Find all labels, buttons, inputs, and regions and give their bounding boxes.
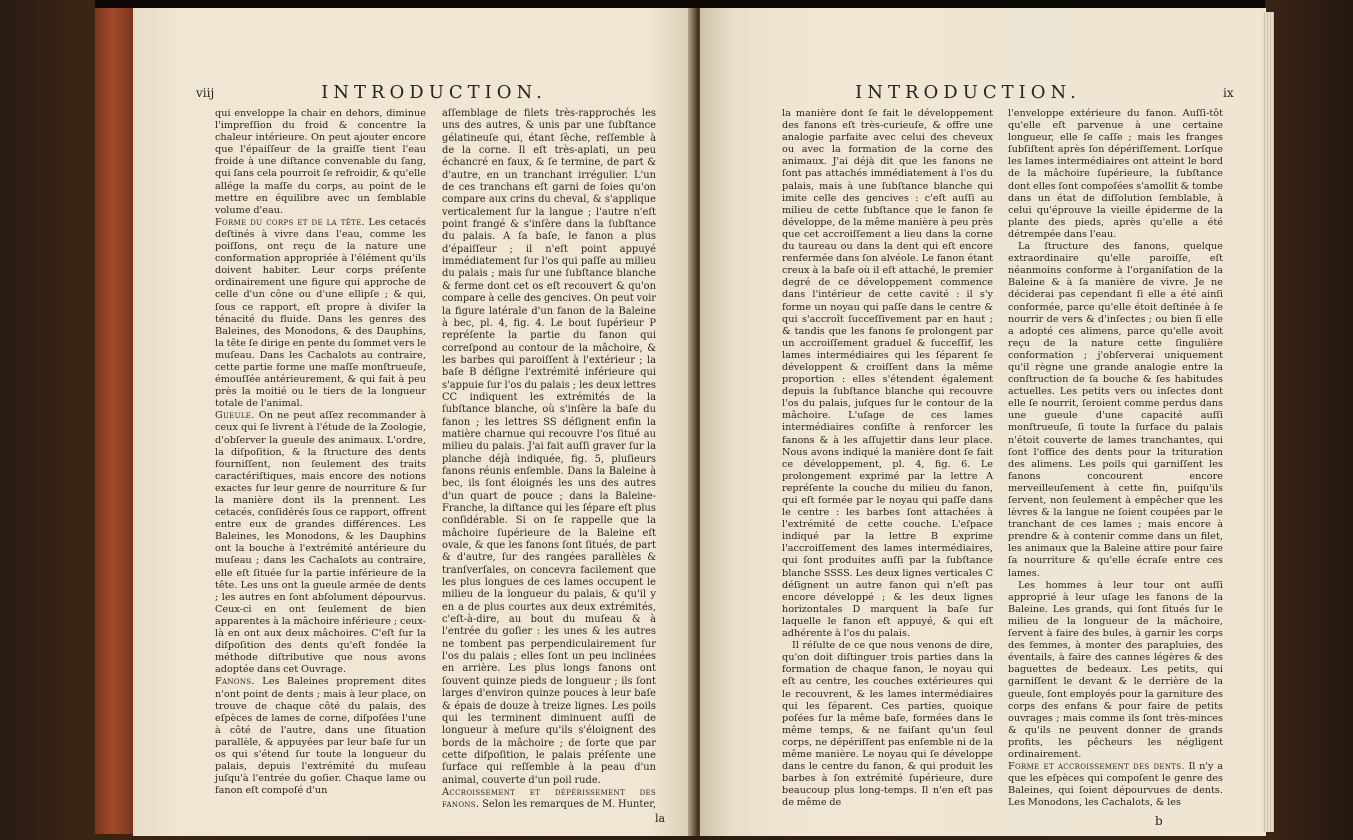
paragraph: Les hommes à leur tour ont auſſi approprié à leur uſage les fanons de la Baleine. Les grands, qui ſont ſitués ſur le milieu de la longueur de la mâchoire, ſervent à faire des bules, à garnir les corps des femmes, à monter des parapluies, des éventails, à faire des cannes légères & des baguettes de bedeaux. Les petits, qui garniſſent le devant & le derrière de la gueule, ſont employés pour la garniture des corps des enfans & pour faire de petits ouvrages ; mais comme ils ſont très-minces & qu'ils ne peuvent donner de grands profits, les pêcheurs les négligent ordinairement. — [1008, 579, 1223, 760]
left-column-1 — [215, 108, 426, 797]
signature-mark: b — [1155, 814, 1163, 828]
paragraph-text: Les Baleines proprement dites n'ont point de dents ; mais à leur place, on trouve de chaque côté du palais, des eſpèces de lames de corne, diſpoſées l'une à côté de l'autre, dans une ſituation parallèle, & appuyées par leur baſe ſur un os qui s'étend ſur toute la longueur du palais, depuis l'extrémité du muſeau juſqu'à l'entrée du goſier. Chaque lame ou fanon eſt compoſé d'un — [215, 676, 426, 797]
left-column-2 — [442, 108, 656, 812]
paragraph: la manière dont ſe fait le développement des fanons eſt très-curieuſe, & offre une analogie parfaite avec celui des cheveux ou avec la formation de la corne des animaux. J'ai déjà dit que les fanons ne ſont pas attachés immédiatement à l'os du palais, mais à une ſubſtance blanche qui imite celle des gencives : c'eſt auſſi au milieu de cette ſubſtance que le fanon ſe développe, de la même manière à peu près que cet accroiſſement a lieu dans la corne du taureau ou dans la dent qui eſt encore renfermée dans ſon alvéole. Le fanon étant creux à la baſe où il eſt attaché, le premier degré de ce développement commence dans l'intérieur de cette cavité : il s'y forme un noyau qui paſſe dans le centre & qui s'accroît ſucceſſivement par en haut ; & tandis que les fanons ſe prolongent par un accroiſſement graduel & ſucceſſif, les lames intermédiaires qui les ſéparent ſe développent & croiſſent dans la même proportion : elles s'étendent également depuis la ſubſtance blanche qui recouvre l'os du palais, juſques ſur le contour de la mâchoire. L'uſage de ces lames intermédiaires conſiſte à renforcer les fanons & à les aſſujettir dans leur place. Nous avons indiqué la manière dont ſe fait ce développement, pl. 4, fig. 6. Le prolongement exprimé par la lettre A repréſente la couche du milieu du fanon, qui eſt formée par le noyau qui paſſe dans le centre : les barbes ſont attachées à l'extrémité de cette couche. L'eſpace indiqué par la lettre B exprime l'accroiſſement des lames intermédiaires, qui ſont produites auſſi par la ſubſtance blanche SSSS. Les deux lignes verticales C déſignent un autre fanon qui n'eſt pas encore développé ; & les deux lignes horizontales D marquent la baſe ſur laquelle le fanon eſt appuyé, & qui eſt adhérente à l'os du palais. — [782, 108, 993, 640]
running-head: INTRODUCTION. — [855, 82, 1081, 103]
running-head: INTRODUCTION. — [321, 82, 547, 103]
section-heading: Forme et accroissement des dents. — [1008, 761, 1185, 773]
paragraph-text: On ne peut aſſez recommander à ceux qui ſe livrent à l'étude de la Zoologie, d'obſerver la gueule des animaux. L'ordre, la diſpoſition, & la ſtructure des dents fourniſſent, non ſeulement des traits caractériſtiques, mais encore des notions exactes ſur leur genre de nourriture & ſur la manière dont ils la prennent. Les cetacés, conſidérés ſous ce rapport, offrent entre eux de grandes différences. Les Baleines, les Monodons, & les Dauphins ont la bouche à l'extrémité antérieure du muſeau ; dans les Cachalots au contraire, elle eſt ſituée ſur la partie inférieure de la tête. Les uns ont la gueule armée de dents ; les autres en ſont abſolument dépourvus. Ceux-ci en ont ſeulement de bien apparentes à la mâchoire inférieure ; ceux-là en ont aux deux mâchoires. C'eſt ſur la diſpoſition des dents qu'eſt fondée la méthode diſtributive que nous avons adoptée dans cet Ouvrage. — [215, 410, 426, 676]
paragraph: l'enveloppe extérieure du fanon. Auſſi-tôt qu'elle eſt parvenue à une certaine longueur, elle ſe caſſe ; mais les franges ſubſiſtent après ſon dépériſſement. Lorſque les lames intermédiaires ont atteint le bord de la mâchoire ſupérieure, la ſubſtance dont elles ſont compoſées s'amollit & tombe dans un état de diſſolution ſemblable, à celui qu'éprouve la vieille épiderme de la plante des pieds, après qu'elle a été détrempée dans l'eau. — [1008, 108, 1223, 240]
paragraph-text: Il n'y a que les eſpèces qui compoſent le genre des Baleines, qui ſoient dépourvues de dents. Les Monodons, les Cachalots, & les — [1008, 761, 1223, 809]
paragraph — [442, 787, 656, 812]
section-heading: Fanons. — [215, 676, 255, 688]
paragraph: La ſtructure des fanons, quelque extraordinaire qu'elle paroiſſe, eſt néanmoins conforme à l'organiſation de la Baleine & à ſa manière de vivre. Je ne déciderai pas cependant ſi elle a été ainſi conformée, parce qu'elle étoit deſtinée à ſe nourrir de vers & d'inſectes ; ou bien ſi elle a adopté ces alimens, parce qu'elle avoit reçu de la nature cette ſingulière conformation ; j'obſerverai uniquement qu'il règne une grande analogie entre la conſtruction de ſa bouche & ſes habitudes actuelles. Les petits vers ou inſectes dont elle ſe nourrit, ſeroient comme perdus dans une gueule d'une capacité auſſi monſtrueuſe, ſi toute la ſurface du palais n'étoit couverte de lames tranchantes, qui ſont l'office des dents pour la trituration des alimens. Les poils qui garniſſent les fanons concourent encore merveilleuſement à cette fin, puiſqu'ils ſervent, non ſeulement à empêcher que les lèvres & la langue ne ſoient coupées par le tranchant de ces lames ; mais encore à prendre & à contenir comme dans un filet, les animaux que la Baleine attire pour faire ſa nourriture & qu'elle écraſe entre ces lames. — [1008, 241, 1223, 579]
paragraph — [215, 676, 426, 797]
paragraph — [1008, 761, 1223, 809]
section-heading: Forme du corps et de la tête. — [215, 216, 365, 228]
paragraph — [215, 410, 426, 676]
right-column-2 — [1008, 108, 1223, 809]
paragraph-text: Selon les remarques de M. Hunter, — [479, 799, 656, 811]
right-page — [700, 8, 1266, 836]
left-page — [133, 8, 695, 836]
paragraph: aſſemblage de filets très-rapprochés les uns des autres, & unis par une ſubſtance gélatineuſe qui, étant ſèche, reſſemble à de la corne. Il eſt très-aplati, un peu échancré en faux, & ſe termine, de part & d'autre, en un tranchant irrégulier. L'un de ces tranchans eſt garni de ſoies qu'on compare aux crins du cheval, & s'applique verticalement ſur la langue ; l'autre n'eſt point frangé & s'inſère dans la ſubſtance du palais. A ſa baſe, le fanon a plus d'épaiſſeur ; il n'eſt point appuyé immédiatement ſur l'os qui paſſe au milieu du palais ; mais ſur une ſubſtance blanche & ferme dont cet os eſt recouvert & qu'on compare à celle des gencives. On peut voir la figure latérale d'un fanon de la Baleine à bec, pl. 4, fig. 4. Le bout ſupérieur P repréſente la partie du fanon qui correſpond au contour de la mâchoire, & les barbes qui paroiſſent à l'extérieur ; la baſe B déſigne l'extrémité inférieure qui s'appuie ſur l'os du palais ; les deux lettres CC indiquent les extrémités de la ſubſtance blanche, où s'inſère la baſe du fanon ; les lettres SS déſignent enfin la matière charnue qui recouvre l'os ſitué au milieu du palais. J'ai fait auſſi graver ſur la planche déjà indiquée, fig. 5, pluſieurs fanons réunis enſemble. Dans la Baleine à bec, ils ſont éloignés les uns des autres d'un quart de pouce ; dans la Baleine-Franche, la diſtance qui les ſépare eſt plus conſidérable. Si on ſe rappelle que la mâchoire ſupérieure de la Baleine eſt ovale, & que les fanons ſont ſitués, de part & d'autre, ſur des rangées parallèles & tranſverſales, on concevra facilement que les plus longues de ces lames occupent le milieu de la longueur du palais, & qu'il y en a de plus courtes aux deux extrémités, c'eſt-à-dire, au bout du muſeau & à l'entrée du goſier : les unes & les autres ne tombent pas perpendiculairement ſur l'os du palais ; elles ſont un peu inclinées en arrière. Les plus longs fanons ont ſouvent quinze pieds de longueur ; ils ſont larges d'environ quinze pouces à leur baſe & épais de douze à treize lignes. Les poils qui les terminent diminuent auſſi de longueur à meſure qu'ils s'éloignent des bords de la mâchoire ; de ſorte que par cette diſpoſition, le palais préſente une ſurface qui reſſemble à la peau d'un animal, couverte d'un poil rude. — [442, 108, 656, 786]
page-number: viij — [196, 86, 215, 100]
section-heading: Gueule. — [215, 410, 255, 422]
paragraph: Il réſulte de ce que nous venons de dire, qu'on doit diſtinguer trois parties dans la formation de chaque fanon, le noyau qui eſt au centre, les couches extérieures qui le recouvrent, & les lames intermédiaires qui les ſéparent. Ces parties, quoique poſées ſur la même baſe, formées dans le même temps, & ne faiſant qu'un ſeul corps, ne dépériſſent pas enſemble ni de la même manière. Le noyau qui ſe développe dans le centre du fanon, & qui produit les barbes à ſon extrémité ſupérieure, dure beaucoup plus long-temps. Il n'en eſt pas de même de — [782, 640, 993, 809]
right-column-1 — [782, 108, 993, 809]
paragraph: qui enveloppe la chair en dehors, diminue l'impreſſion du froid & concentre la chaleur intérieure. On peut ajouter encore que l'épaiſſeur de la graiſſe tient l'eau froide à une diſtance convenable du ſang, qui ſans cela pourroit ſe refroidir, & qu'elle allége la maſſe du corps, au point de le mettre en équilibre avec un ſemblable volume d'eau. — [215, 108, 426, 216]
paragraph — [215, 217, 426, 411]
left-header — [133, 82, 695, 104]
right-header — [700, 82, 1266, 104]
paragraph-text: Les cetacés deſtinés à vivre dans l'eau, comme les poiſſons, ont reçu de la nature une conformation appropriée à l'élément qu'ils doivent habiter. Leur corps préſente ordinairement une figure qui approche de celle d'un cône ou d'une ellipſe ; & qui, ſous ce rapport, eſt propre à diviſer la ténacité du fluide. Dans les genres des Baleines, des Monodons, & des Dauphins, la tête ſe dirige en pente du ſommet vers le muſeau. Dans les Cachalots au contraire, cette partie forme une maſſe monſtrueuſe, émouſſée antérieurement, & qui fait à peu près la moitié ou le tiers de la longueur totale de l'animal. — [215, 216, 427, 410]
catchword: la — [655, 812, 666, 825]
page-number: ix — [1223, 86, 1234, 100]
page-edges — [1262, 12, 1274, 832]
section-heading: Accroissement et dépérissement des fanons. — [442, 786, 656, 811]
